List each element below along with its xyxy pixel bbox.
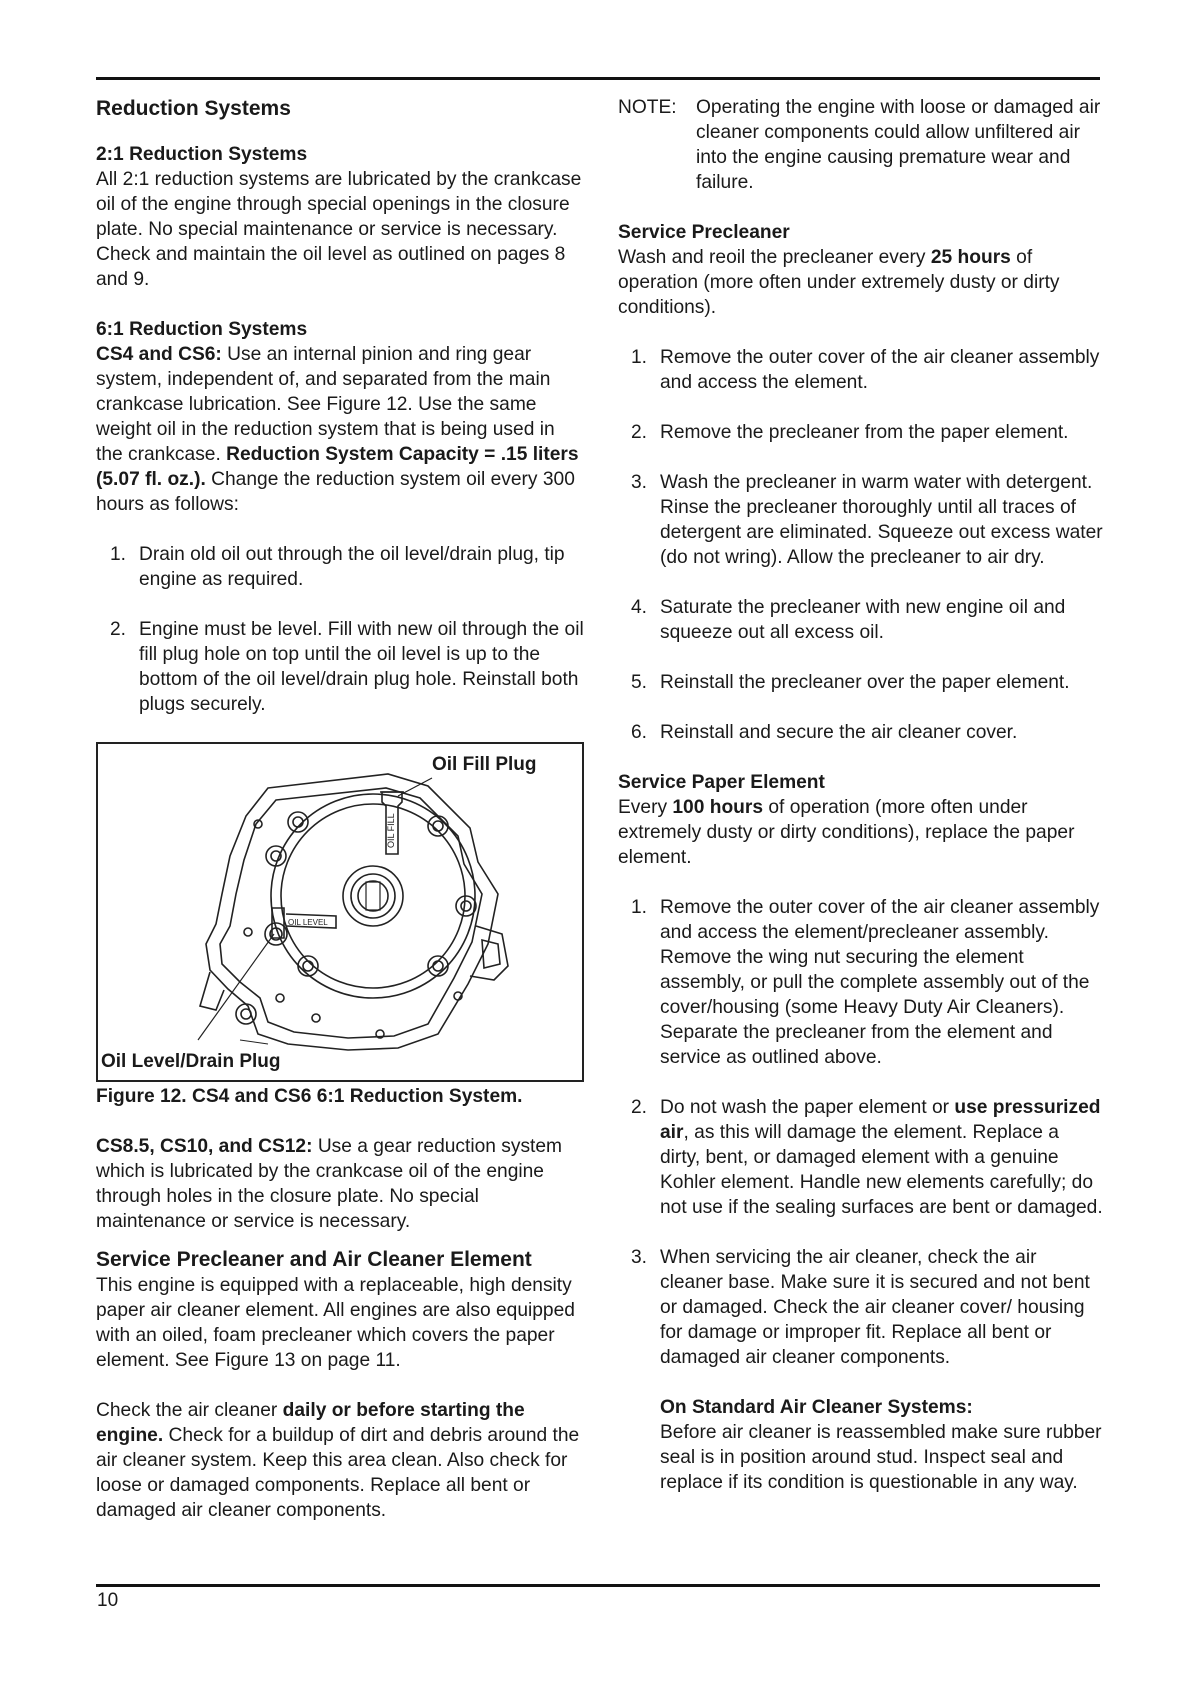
precleaner-steps-list (618, 345, 1103, 745)
page-number: 10 (97, 1590, 119, 1611)
subsection-heading: On Standard Air Cleaner Systems: (660, 1397, 973, 1418)
right-column (618, 95, 1103, 1495)
subsection-heading: Service Paper Element (618, 772, 825, 793)
paragraph: Wash and reoil the precleaner every 25 hours of operation (more often under extremely dusty or dirty conditions). (618, 247, 1060, 318)
list-item: 4. Saturate the precleaner with new engine oil and squeeze out all excess oil. (631, 597, 1066, 643)
paragraph: CS4 and CS6: Use an internal pinion and ring gear system, independent of, and separated from the main crankcase lubrication. See Figure 12. Use the same weight oil in the reduction system that is being used in the crankcase. Reduction System Capacity = .15 liters (5.07 fl. oz.). Change the reduction system oil every 300 hours as follows: (96, 344, 579, 515)
note-block (618, 95, 1103, 195)
figure-caption: Figure 12. CS4 and CS6 6:1 Reduction System. (96, 1086, 523, 1107)
bolt (298, 956, 318, 976)
embossed-oil-level: OIL LEVEL (288, 918, 328, 927)
section-heading: Service Precleaner and Air Cleaner Element (96, 1248, 532, 1271)
label-oil-level-drain-plug: Oil Level/Drain Plug (101, 1051, 281, 1072)
bold-interval: 100 hours (672, 797, 764, 818)
bold-lead: CS8.5, CS10, and CS12: (96, 1136, 313, 1157)
leader-line-drain (198, 934, 274, 1040)
bolt (428, 816, 448, 836)
list-item: 2. Remove the precleaner from the paper element. (631, 422, 1069, 443)
subsection-heading: 2:1 Reduction Systems (96, 144, 308, 165)
paragraph: Every 100 hours of operation (more often under extremely dusty or dirty conditions), replace the paper element. (618, 797, 1075, 868)
list-item: 1. Remove the outer cover of the air cleaner assembly and access the element. (631, 347, 1100, 393)
label-oil-fill-plug: Oil Fill Plug (432, 754, 537, 775)
list-item: 3. Wash the precleaner in warm water with detergent. Rinse the precleaner thoroughly until all traces of detergent are eliminated. Squeeze out excess water (do not wring). Allow the precleaner to air dry. (631, 472, 1103, 568)
drain-steps-list (96, 542, 586, 717)
bold-interval: 25 hours (930, 247, 1011, 268)
top-rule (96, 77, 1100, 80)
bold-emphasis: daily or before starting the engine. (96, 1400, 525, 1446)
list-item: 6. Reinstall and secure the air cleaner cover. (631, 722, 1018, 743)
bottom-rule (96, 1584, 1100, 1587)
left-column (96, 95, 586, 1523)
subsection-heading: Service Precleaner (618, 222, 790, 243)
bold-warning: use pressurized air (660, 1097, 1101, 1143)
list-item: 1. Drain old oil out through the oil level/drain plug, tip engine as required. (110, 544, 565, 590)
embossed-oil-fill: OIL FILL (386, 813, 396, 848)
list-item: 2. Do not wash the paper element or use pressurized air, as this will damage the element. Replace a dirty, bent, or damaged element with a genuine Kohler element. Handle new elements carefully; do not use if the sealing surfaces are bent or damaged. (631, 1097, 1103, 1218)
leader-line-fill (398, 778, 432, 796)
bolt (456, 896, 476, 916)
reduction-system-drawing (98, 744, 582, 1080)
bolt (428, 956, 448, 976)
paragraph: All 2:1 reduction systems are lubricated by the crankcase oil of the engine through special openings in the closure plate. No special maintenance or service is necessary. Check and maintain the oil level as outlined on pages 8 and 9. (96, 169, 582, 290)
note-label: NOTE: (618, 97, 677, 118)
list-item: 5. Reinstall the precleaner over the paper element. (631, 672, 1070, 693)
paragraph: Before air cleaner is reassembled make sure rubber seal is in position around stud. Inspect seal and replace if its condition is questionable in any way. (660, 1422, 1102, 1493)
paragraph: This engine is equipped with a replaceable, high density paper air cleaner element. All engines are also equipped with an oiled, foam precleaner which covers the paper element. See Figure 13 on page 11. (96, 1275, 575, 1371)
standard-air-cleaner-block (618, 1395, 1103, 1495)
bolt (236, 1004, 256, 1024)
capacity-spec: Reduction System Capacity = .15 liters (5.07 fl. oz.). (96, 444, 579, 490)
list-item: 1. Remove the outer cover of the air cleaner assembly and access the element/precleaner assembly. Remove the wing nut securing the element assembly, or pull the complete assembly out of the cover/housing (some Heavy Duty Air Cleaners). Separate the precleaner from the element and service as outlined above. (631, 897, 1100, 1068)
bolt (288, 812, 308, 832)
paragraph: Check the air cleaner daily or before starting the engine. Check for a buildup of dirt and debris around the air cleaner system. Keep this area clean. Also check for loose or damaged components. Replace all bent or damaged air cleaner components. (96, 1400, 580, 1521)
figure-12-diagram (96, 742, 584, 1082)
bold-lead: CS4 and CS6: (96, 344, 222, 365)
section-title: Reduction Systems (96, 97, 291, 120)
list-item: 3. When servicing the air cleaner, check the air cleaner base. Make sure it is secured and not bent or damaged. Check the air cleaner cover/ housing for damage or improper fit. Replace all bent or damaged air cleaner components. (631, 1247, 1090, 1368)
list-item: 2. Engine must be level. Fill with new oil through the oil fill plug hole on top until the oil level is up to the bottom of the oil level/drain plug hole. Reinstall both plugs securely. (110, 619, 584, 715)
paper-element-steps-list (618, 895, 1103, 1370)
side-bracket (470, 926, 508, 980)
subsection-heading: 6:1 Reduction Systems (96, 319, 308, 340)
note-text: Operating the engine with loose or damaged air cleaner components could allow unfiltered air into the engine causing premature wear and failure. (696, 97, 1101, 193)
housing-outline (206, 774, 498, 1050)
shaft-boss (343, 866, 403, 926)
left-foot (200, 972, 224, 1010)
paragraph: CS8.5, CS10, and CS12: Use a gear reduction system which is lubricated by the crankcase oil of the engine through holes in the closure plate. No special maintenance or service is necessary. (96, 1136, 563, 1232)
